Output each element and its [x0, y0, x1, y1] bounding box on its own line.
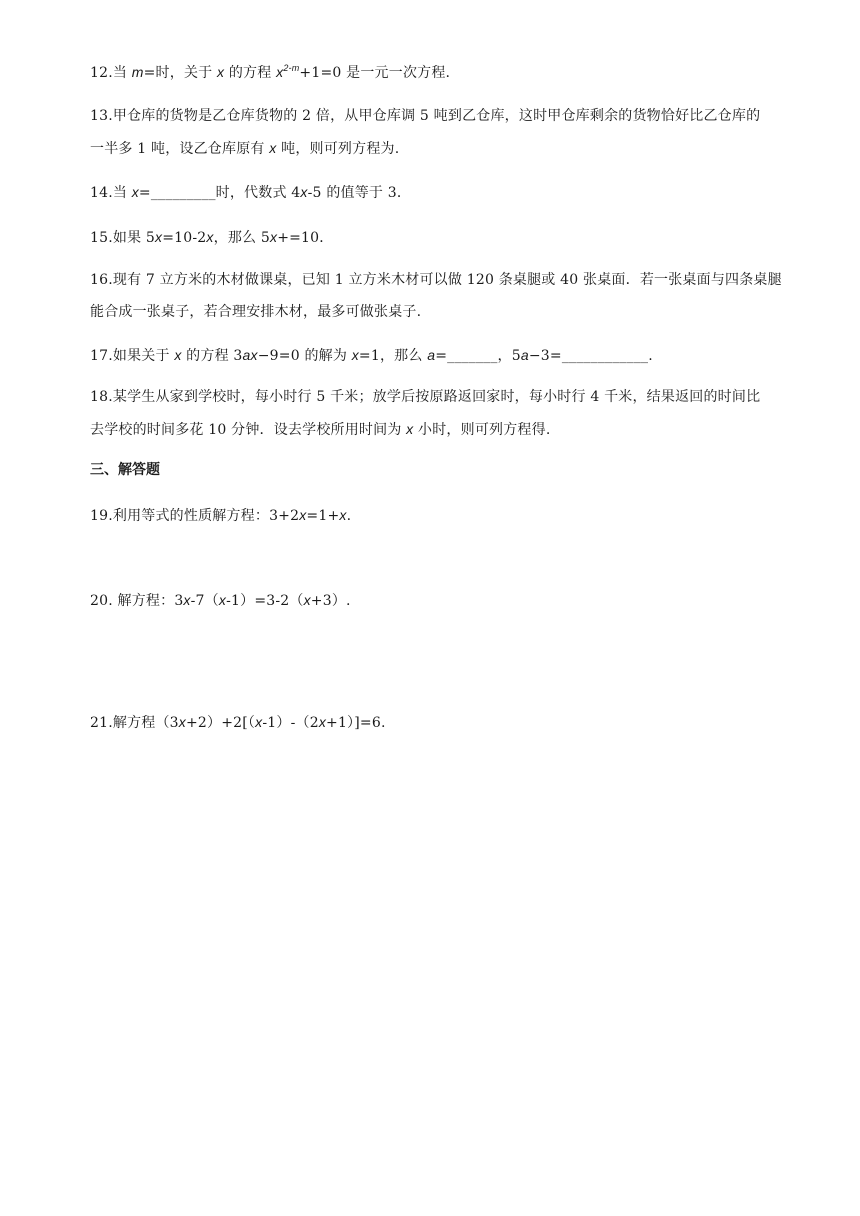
question-21: 21.解方程（3x+2）+2[（x-1）-（2x+1）]=6.: [90, 714, 386, 731]
answer-blank: =_______，: [435, 348, 512, 364]
question-12: 12.当 m=时，关于 x 的方程 $x^{2-m}+1=0$ 是一元一次方程.: [90, 63, 451, 81]
question-14: 14.当 x=_________时，代数式 4x-5 的值等于 3．: [90, 184, 412, 201]
answer-blank: =_________: [138, 185, 216, 201]
question-15: 15.如果 5x=10-2x，那么 5x+=10．: [90, 229, 334, 246]
question-number: 12.: [90, 65, 113, 81]
section-heading: 三、解答题: [90, 462, 160, 478]
question-13: 13.甲仓库的货物是乙仓库货物的 2 倍，从甲仓库调 5 吨到乙仓库，这时甲仓库剩余的货物恰好比乙仓库的 一半多 1 吨，设乙仓库原有 x 吨，则可列方程为.: [90, 108, 761, 157]
question-20: 20. 解方程：3x-7（x-1）=3-2（x+3）.: [90, 592, 351, 609]
question-16: 16.现有 7 立方米的木材做课桌，已知 1 立方米木材可以做 120 条桌腿或 40 张桌面．若一张桌面与四条桌腿 能合成一张桌子，若合理安排木材，最多可做张桌子.: [90, 272, 782, 320]
exponent: 2-m: [283, 63, 300, 73]
question-18: 18.某学生从家到学校时，每小时行 5 千米；放学后按原路返回家时，每小时行 4 千米，结果返回的时间比 去学校的时间多花 10 分钟．设去学校所用时间为 x 小时，则可列方程得.: [90, 389, 761, 438]
answer-blank: −3=____________.: [528, 348, 653, 364]
question-19: 19.利用等式的性质解方程：3+2x=1+x.: [90, 507, 352, 524]
question-17: 17.如果关于 x 的方程 3ax−9=0 的解为 x=1，那么 a=_______，5a−3=____________.: [90, 347, 653, 364]
